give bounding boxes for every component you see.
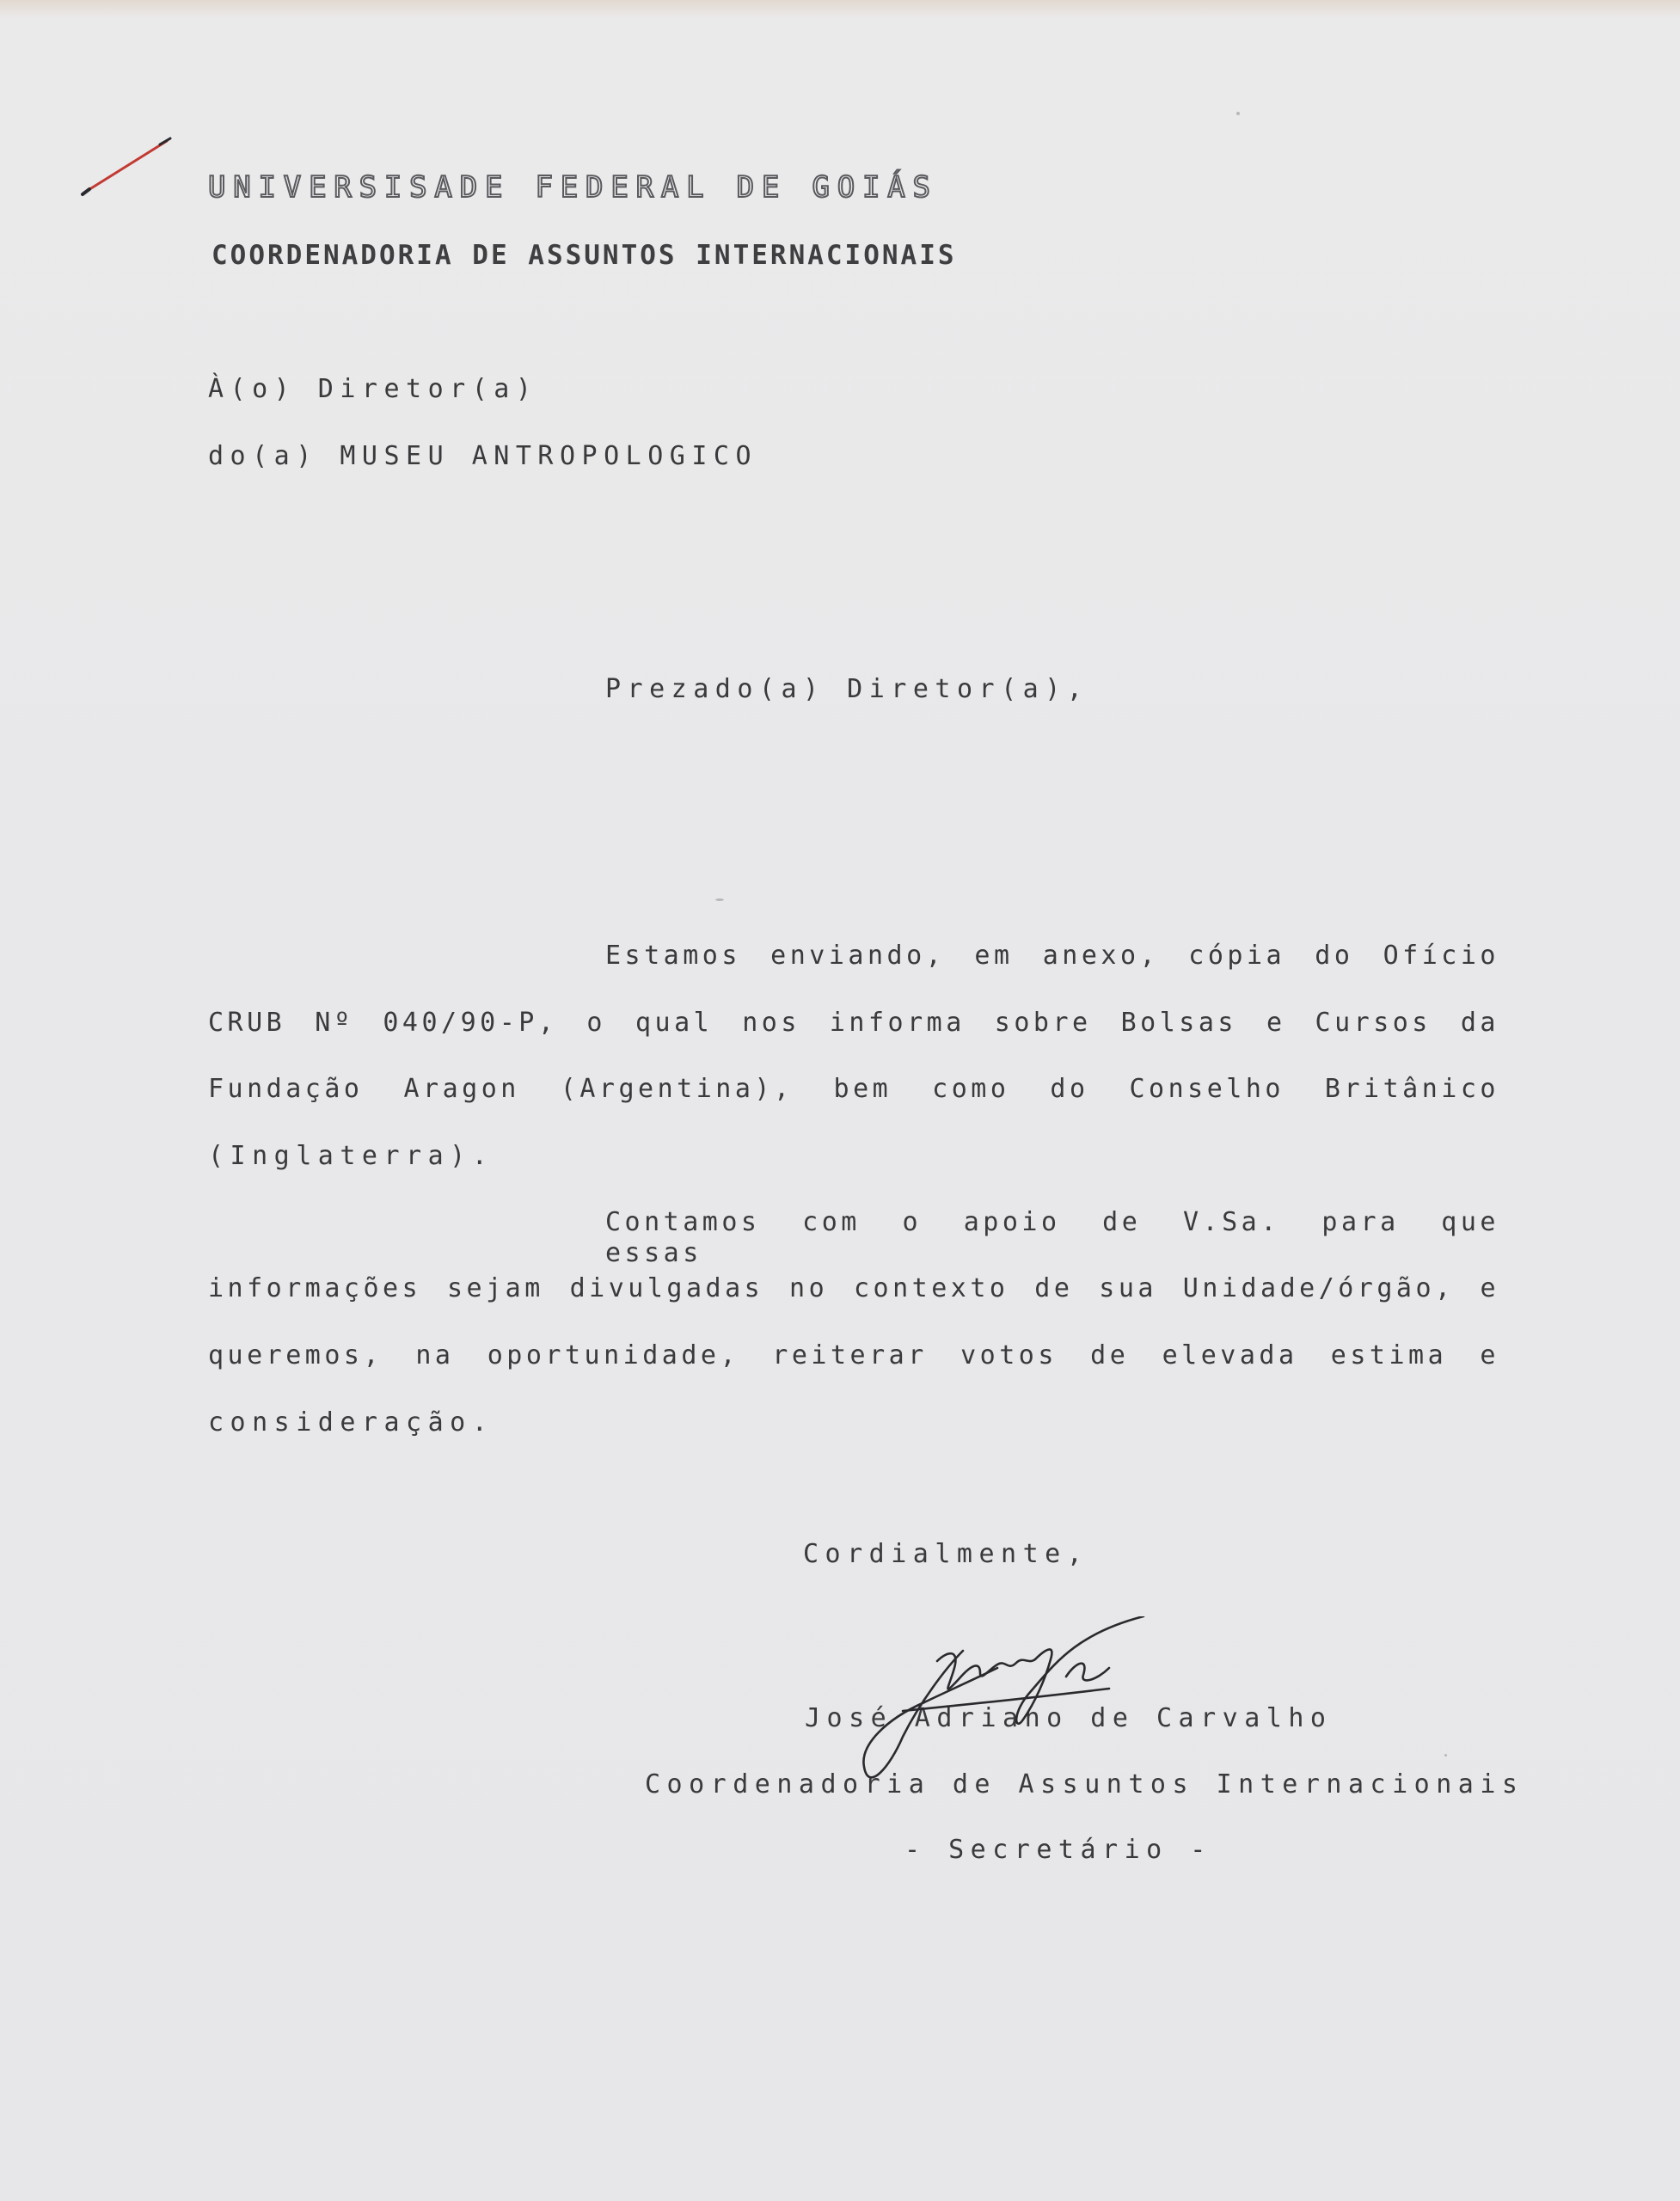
red-check-mark-icon — [77, 136, 181, 205]
paragraph-2-line-2: informações sejam divulgadas no contexto de sua Unidade/órgão, e — [208, 1273, 1499, 1303]
handwritten-signature — [851, 1616, 1161, 1797]
paper-speck — [1444, 1754, 1447, 1757]
paper-edge-stain — [0, 0, 1680, 19]
signer-title: - Secretário - — [904, 1835, 1212, 1865]
recipient-line-2: do(a) MUSEU ANTROPOLOGICO — [208, 441, 758, 471]
paragraph-1-line-2: CRUB Nº 040/90-P, o qual nos informa sobre Bolsas e Cursos da — [208, 1008, 1499, 1038]
paragraph-2-line-4: consideração. — [208, 1407, 494, 1438]
university-name: UNIVERSISADE FEDERAL DE GOIÁS — [208, 170, 938, 205]
paragraph-2-line-1: Contamos com o apoio de V.Sa. para que essas — [605, 1207, 1499, 1268]
closing: Cordialmente, — [803, 1539, 1089, 1569]
paragraph-1-line-1: Estamos enviando, em anexo, cópia do Ofício — [605, 941, 1499, 971]
paper-speck — [1236, 112, 1240, 115]
signer-name: José Adriano de Carvalho — [805, 1703, 1333, 1733]
salutation: Prezado(a) Diretor(a), — [605, 674, 1089, 704]
paragraph-1-line-3: Fundação Aragon (Argentina), bem como do Conselho Britânico — [208, 1074, 1499, 1104]
recipient-line-1: À(o) Diretor(a) — [208, 374, 538, 404]
paragraph-2-line-3: queremos, na oportunidade, reiterar votos de elevada estima e — [208, 1340, 1499, 1370]
paper-speck — [715, 898, 724, 901]
signer-office: Coordenadoria de Assuntos Internacionais — [645, 1769, 1524, 1799]
department-name: COORDENADORIA DE ASSUNTOS INTERNACIONAIS — [212, 240, 957, 271]
paragraph-1-line-4: (Inglaterra). — [208, 1141, 494, 1171]
